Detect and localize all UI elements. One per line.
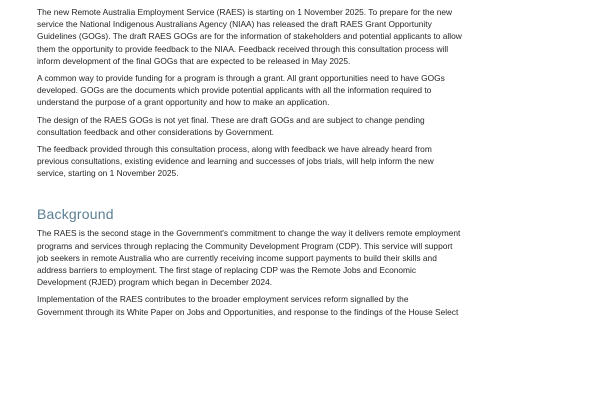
- intro-paragraph-1: [37, 6, 557, 67]
- text-line: Development (RJED) program which began in December 2024.: [37, 277, 273, 288]
- text-line: Government through its White Paper on Jobs and Opportunities, and response to the findings of the House Select: [37, 306, 459, 317]
- text-line: developed. GOGs are the documents which provide potential applicants with all the information required to: [37, 85, 432, 96]
- text-line: The new Remote Australia Employment Service (RAES) is starting on 1 November 2025. To prepare for the new: [37, 7, 453, 17]
- intro-paragraph-3: [37, 114, 557, 138]
- background-paragraph-1: [37, 227, 557, 288]
- text-line: understand the purpose of a grant opportunity and how to make an application.: [37, 97, 330, 108]
- text-line: consultation feedback and other considerations by Government.: [37, 126, 274, 137]
- text-line: job seekers in remote Australia who are currently receiving income support payments to build their skills and: [37, 252, 437, 263]
- text-line: Guidelines (GOGs). The draft RAES GOGs are for the information of stakeholders and potential applicants to allow: [37, 31, 462, 42]
- intro-paragraph-4: [37, 143, 557, 180]
- text-line: address barriers to employment. The first stage of replacing CDP was the Remote Jobs and Economic: [37, 265, 417, 275]
- text-line: The RAES is the second stage in the Government's commitment to change the way it delivers remote employment: [37, 228, 461, 239]
- background-heading: Background: [37, 206, 114, 223]
- text-line: A common way to provide funding for a program is through a grant. All grant opportunities need to have GOGs: [37, 72, 445, 83]
- intro-paragraph-2: [37, 72, 557, 109]
- text-line: inform development of the final GOGs that are expected to be released in May 2025.: [37, 55, 351, 66]
- background-paragraph-2: [37, 293, 557, 317]
- text-line: service the National Indigenous Australians Agency (NIAA) has released the draft RAES Grant Opportunity: [37, 19, 432, 30]
- text-line: previous consultations, existing evidence and learning and successes of jobs trials, will help inform the new: [37, 156, 434, 167]
- text-line: The design of the RAES GOGs is not yet final. These are draft GOGs and are subject to change pending: [37, 114, 425, 125]
- text-line: them the opportunity to provide feedback to the NIAA. Feedback received through this consultation process will: [37, 43, 449, 54]
- text-line: service, starting on 1 November 2025.: [37, 168, 179, 179]
- text-line: Implementation of the RAES contributes to the broader employment services reform signalled by the: [37, 294, 409, 305]
- text-line: The feedback provided through this consultation process, along with feedback we have already heard from: [37, 143, 432, 154]
- text-line: programs and services through replacing the Community Development Program (CDP). This service will support: [37, 240, 453, 251]
